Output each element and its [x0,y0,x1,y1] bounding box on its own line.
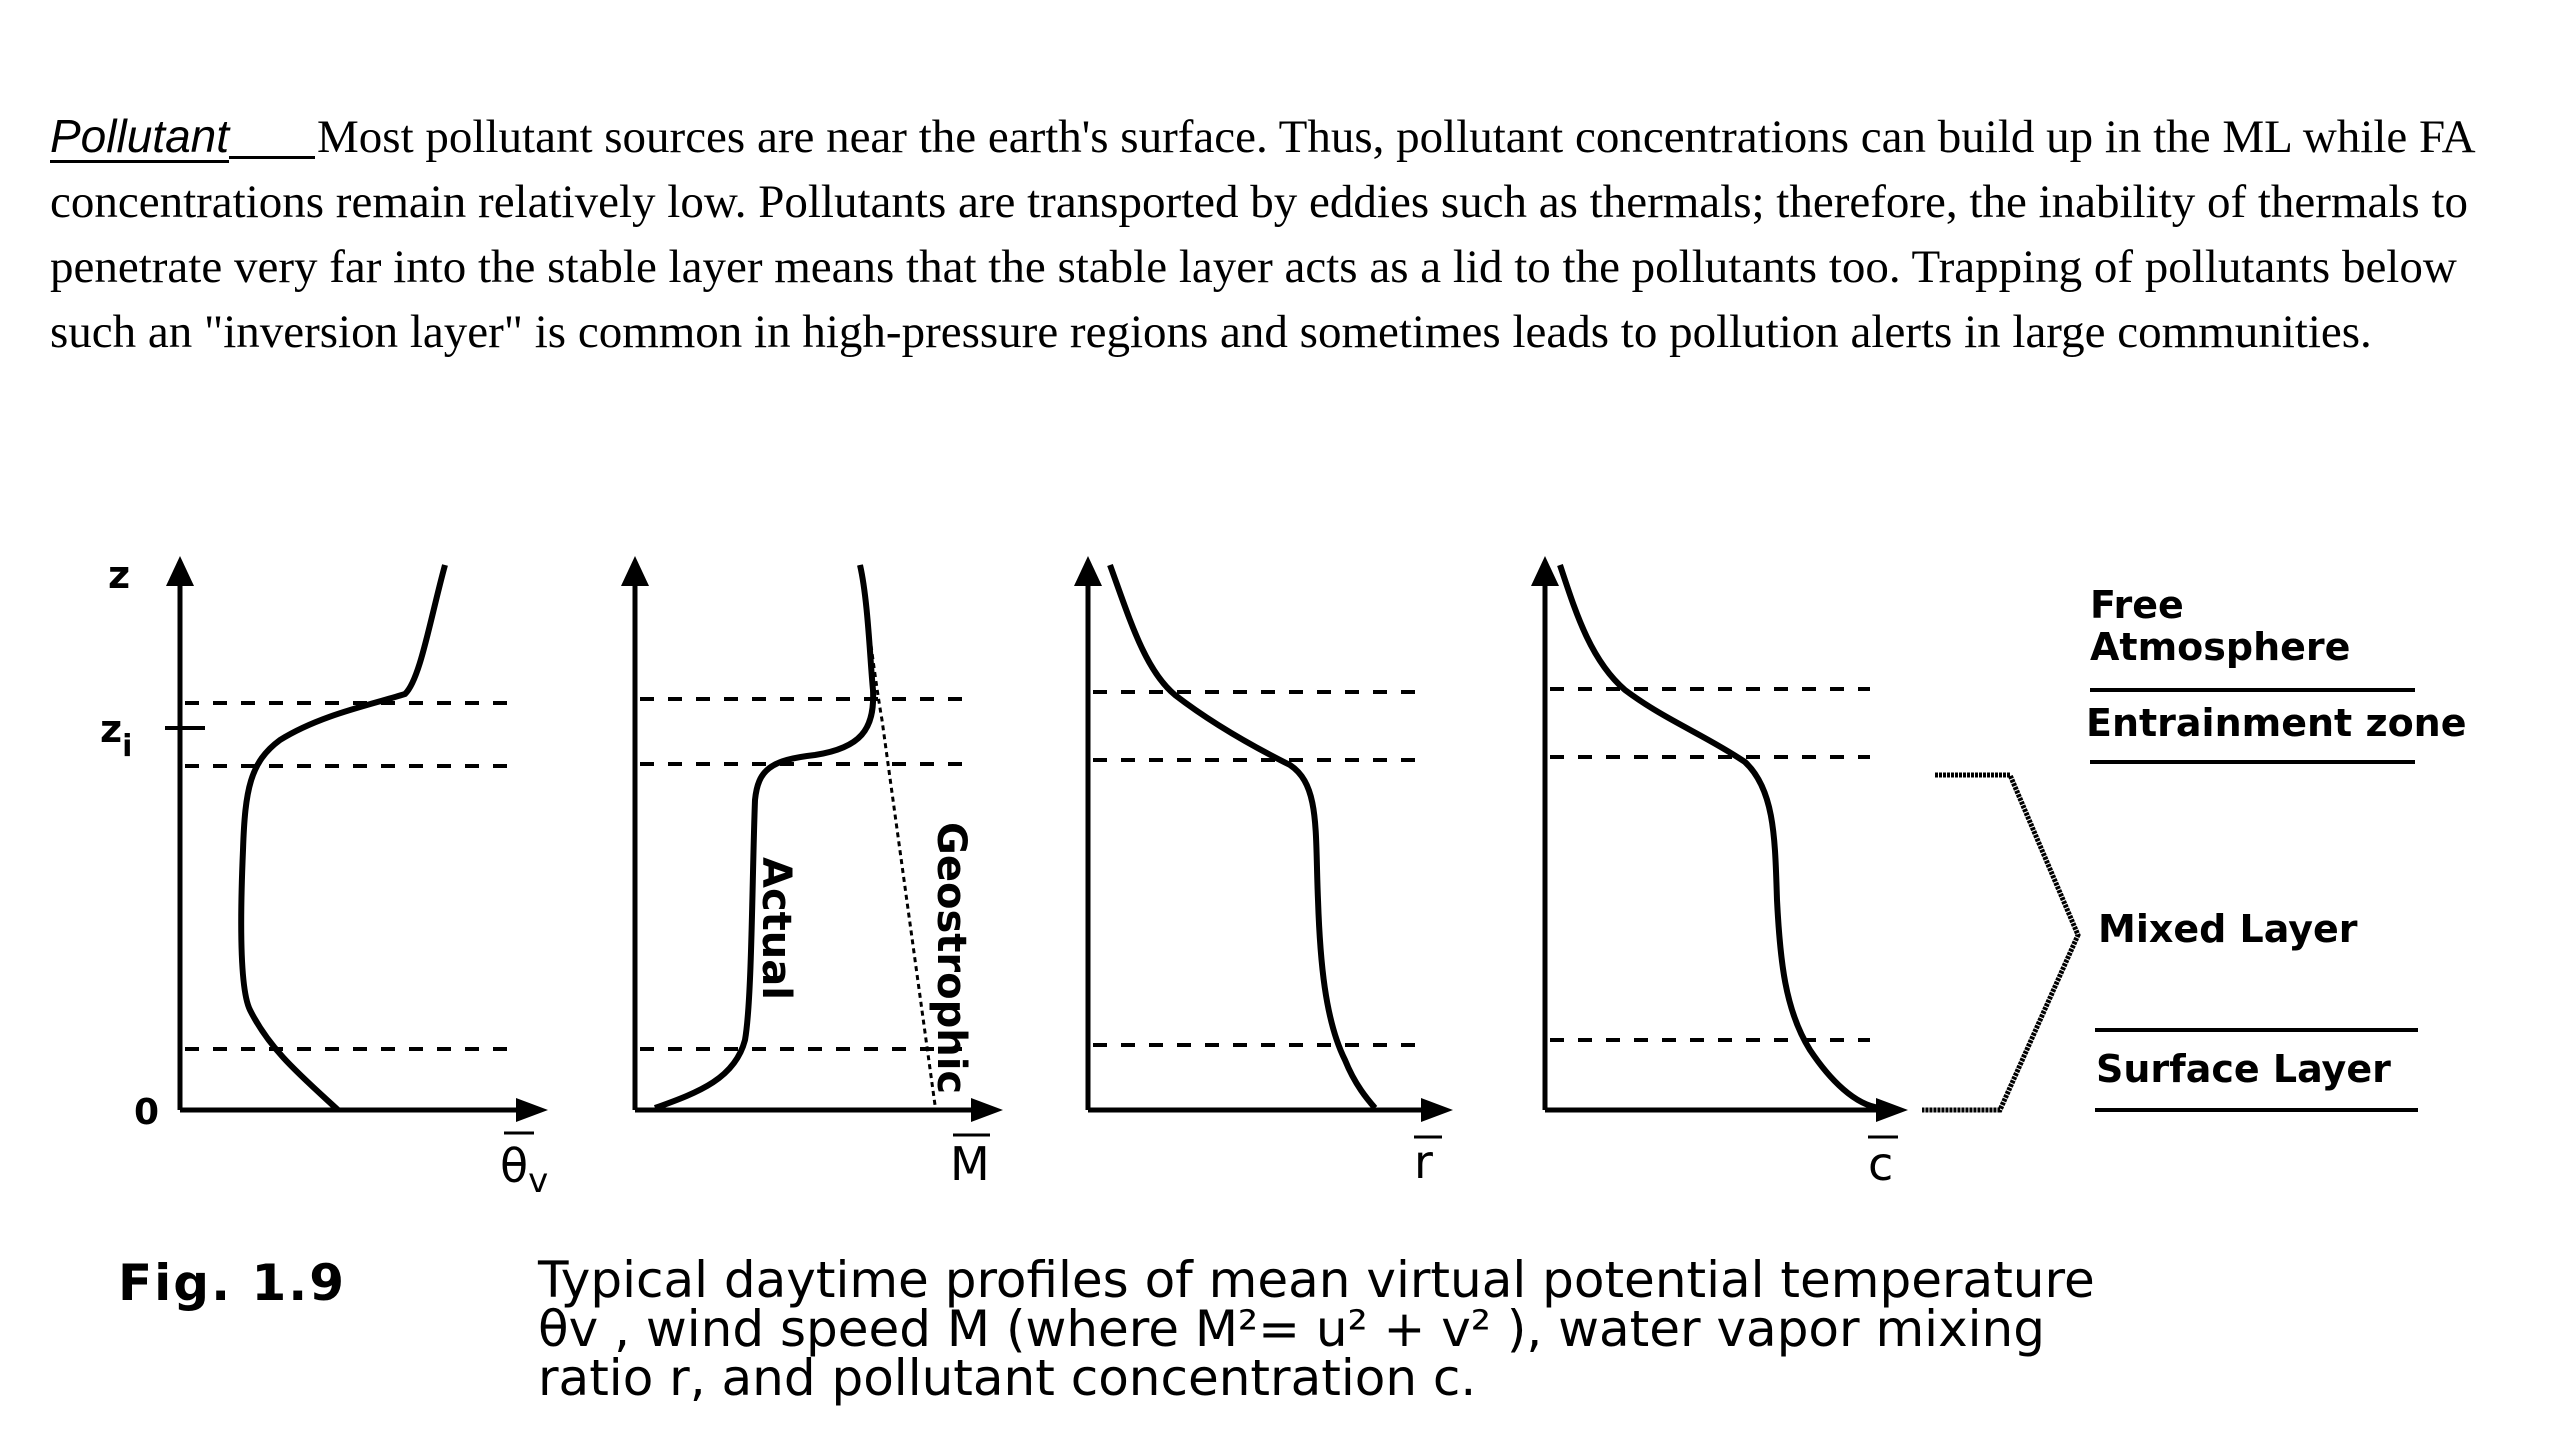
panel-mixing-curve [1110,565,1375,1108]
paragraph-text: Most pollutant sources are near the earth's surface. Thus, pollutant concentrations can build up in the ML while FA concentrations remain relatively low. Pollutants are transported by eddies such as thermals; therefore, the inability of thermals to penetrate very far into the stable layer means that the stable layer acts as a lid to the pollutants too. Trapping of pollutants below such an "inversion layer" is common in high-pressure regions and sometimes leads to pollution alerts in large communities. [50,111,2474,358]
panel-theta-curve [241,565,445,1110]
layer-label-surface: Surface Layer [2096,1047,2391,1091]
mixed-layer-bracket [1922,775,2078,1110]
panel-theta-x-arrow [516,1098,548,1122]
panel-pollutant-x-arrow [1876,1098,1908,1122]
layer-label-free-line1: Free [2090,583,2184,627]
panel-wind-actual-curve [655,565,873,1108]
panel-pollutant [1531,556,1908,1191]
layer-label-free-line2: Atmosphere [2090,625,2351,669]
panel-mixing-x-arrow [1421,1098,1453,1122]
figure-label: Fig. 1.9 [118,1254,347,1312]
panel-wind-y-arrow [621,556,649,586]
axis-zero-label: 0 [134,1092,160,1133]
paragraph-heading: Pollutant [50,110,230,162]
panel-wind-x-label: M [950,1137,990,1191]
panel-mixing-y-arrow [1074,556,1102,586]
axis-z-label: z [108,553,131,597]
panel-theta [100,553,548,1201]
caption-line-1: Typical daytime profiles of mean virtual potential temperature [538,1251,2095,1309]
panel-theta-x-label: $\theta_v$ [500,1139,549,1201]
panel-theta-y-arrow [166,556,194,586]
panel-wind-x-arrow [971,1098,1003,1122]
caption-line-2: θv , wind speed M (where M²= u² + v² ), water vapor mixing [538,1300,2045,1358]
figure-caption [538,1251,2518,1407]
panel-pollutant-curve [1560,565,1880,1108]
panel-wind [621,556,1003,1191]
layer-label-entrainment: Entrainment zone [2086,701,2467,745]
panel-mixing [1074,556,1453,1189]
layer-legend [1922,583,2467,1110]
panel-pollutant-x-label: c [1868,1137,1894,1191]
panel-wind-geostrophic-curve [860,565,935,1105]
panel-mixing-x-label: r [1414,1135,1433,1189]
curve-label-geostrophic: Geostrophic [928,822,974,1095]
panel-pollutant-y-arrow [1531,556,1559,586]
caption-line-3: ratio r, and pollutant concentration c. [538,1349,1477,1407]
curve-label-actual: Actual [753,857,799,1000]
layer-label-mixed: Mixed Layer [2098,907,2358,951]
axis-zi-label: $z_i$ [100,707,133,764]
